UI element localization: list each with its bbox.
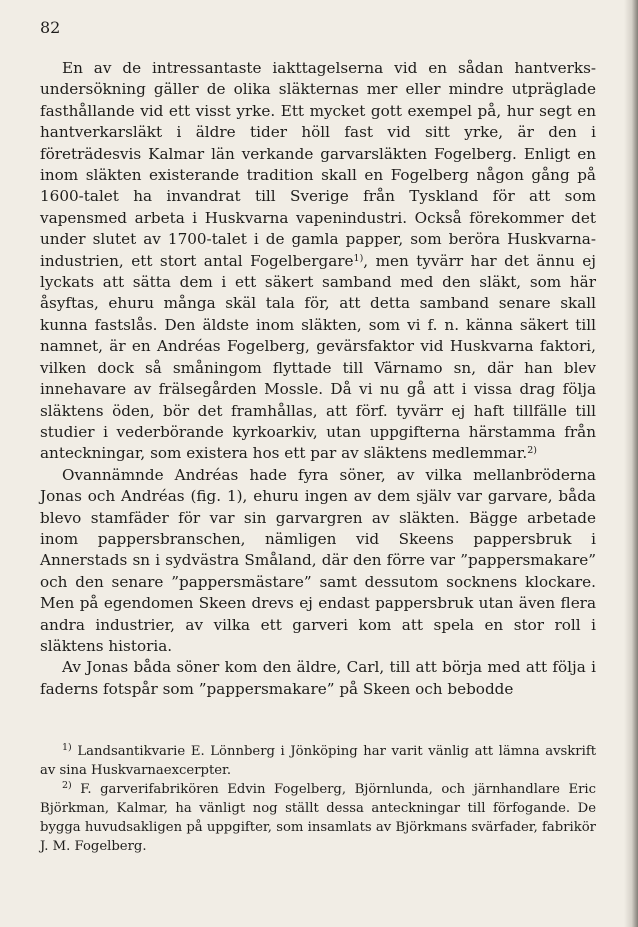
footnote-marker-1: 1) — [62, 742, 72, 753]
paragraph-2: Ovannämnde Andréas hade fyra söner, av vilka mellanbröderna Jonas och Andréas (fig. 1), ehuru ingen av dem själv var garvare, båda blevo stamfäder för var sin garvargren av släkten. Bägge arbetade inom pappersbranschen, nämligen vid Skeens pappersbruk i Annerstads sn i sydvästra Småland, där den förre var ”pappersmakare” och den senare ”pappersmästare” samt dessutom socknens klockare. Men på egendomen Skeen drevs ej endast pappersbruk utan även flera andra industrier, av vilka ett garveri kom att spela en stor roll i släktens historia. — [40, 465, 596, 655]
footnote-ref-1: 1) — [353, 252, 364, 264]
footnote-2 — [40, 780, 596, 856]
footnote-1 — [40, 742, 596, 780]
footnote-ref-2: 2) — [527, 445, 537, 457]
paragraph-1 — [40, 58, 596, 465]
paragraph-1-text-a: En av de intressantaste iakttagelserna vid en sådan hantverks-undersökning gäller de olika släkternas mer eller mindre utpräglade fasthållande vid ett visst yrke. Ett mycket gott exempel på, hur segt en hantverkarsläkt i äldre tider höll fast vid sitt yrke, är den i företrädesvis Kalmar län verkande garvarsläkten Fogelberg. Enligt en inom släkten existerande tradition skall en Fogelberg någon gång på 1600-talet ha invandrat till Sverige från Tyskland för att som vapensmed arbeta i Huskvarna vapenindustri. Också förekommer det under slutet av 1700-talet i de gamla papper, som beröra Huskvarna-industrien, ett stort antal Fogelbergare — [40, 59, 596, 270]
paragraph-1-text-b: , men tyvärr har det ännu ej lyckats att sätta dem i ett säkert samband med den släkt, som här åsyftas, ehuru många skäl tala för, att detta samband senare skall kunna fastslås. Den äldste inom släkten, som vi f. n. känna säkert till namnet, är en Andréas Fogelberg, gevärsfaktor vid Huskvarna faktori, vilken dock så småningom flyttade till Värnamo sn, där han blev innehavare av frälsegården Mossle. Då vi nu gå att i vissa drag följa släktens öden, bör det framhållas, att förf. tyvärr ej haft tillfälle till studier i vederbörande kyrkoarkiv, utan uppgifterna härstamma från anteckningar, som existera hos ett par av släktens medlemmar. — [40, 251, 596, 463]
footnote-marker-2: 2) — [62, 780, 72, 791]
paragraph-3: Av Jonas båda söner kom den äldre, Carl, till att börja med att följa i faderns fotspår som ”pappersmakare” på Skeen och bebodde — [40, 658, 596, 698]
body-text — [40, 58, 596, 700]
footnote-2-text: F. garverifabrikören Edvin Fogelberg, Björnlunda, och järnhandlare Eric Björkman, Kalmar, ha vänligt nog ställt dessa anteckningar till förfogande. De bygga huvudsakligen på uppgifter, som insamlats av Björkmans svärfader, fabrikör J. M. Fogelberg. — [40, 782, 596, 854]
footnotes — [40, 742, 596, 856]
page-edge-shadow — [624, 0, 638, 927]
footnote-1-text: Landsantikvarie E. Lönnberg i Jönköping har varit vänlig att lämna avskrift av sina Huskvarnaexcerpter. — [40, 744, 596, 778]
page-number: 82 — [40, 18, 61, 37]
